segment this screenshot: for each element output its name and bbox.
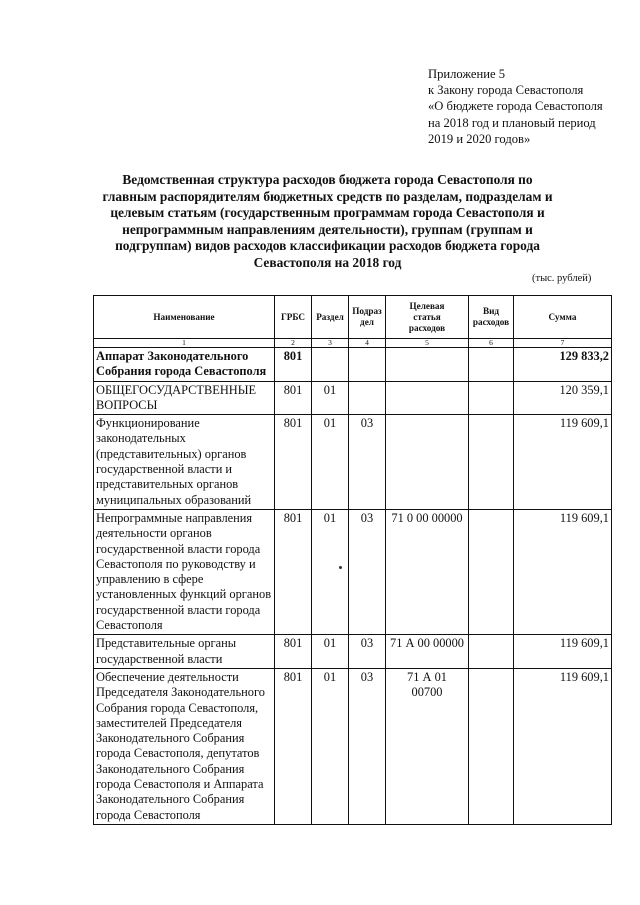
cell-name: ОБЩЕГОСУДАРСТВЕННЫЕ ВОПРОСЫ	[94, 381, 275, 415]
cell-grbs: 801	[275, 348, 312, 382]
title-line: подгруппам) видов расходов классификации расходов бюджета города	[115, 238, 540, 254]
column-number: 5	[386, 339, 469, 348]
title-line: целевым статьям (государственным программам города Севастополя и	[110, 205, 545, 221]
cell-target	[386, 381, 469, 415]
cell-sum: 119 609,1	[514, 509, 612, 634]
cell-target: 71 0 00 00000	[386, 509, 469, 634]
header-target-line: статья	[413, 311, 441, 322]
appendix-line: на 2018 год и плановый период	[428, 115, 596, 130]
cell-name: Представительные органы государственной власти	[94, 635, 275, 669]
cell-sum: 120 359,1	[514, 381, 612, 415]
column-number: 3	[312, 339, 349, 348]
title-line: главным распорядителям бюджетных средств по разделам, подразделам и	[102, 188, 553, 204]
cell-section: 01	[312, 635, 349, 669]
header-subsection-line: дел	[360, 317, 374, 327]
table-row	[94, 381, 612, 415]
cell-type	[469, 509, 514, 634]
budget-table	[93, 295, 612, 825]
header-name: Наименование	[94, 296, 275, 339]
table-row	[94, 509, 612, 634]
cell-type	[469, 381, 514, 415]
title-line: Севастополя на 2018 год	[253, 254, 402, 270]
cell-section: 01	[312, 415, 349, 510]
cell-grbs: 801	[275, 668, 312, 824]
cell-section: 01	[312, 381, 349, 415]
cell-name: Функционирование законодательных (представительных) органов государственной власти и представительных органов муниципальных образований	[94, 415, 275, 510]
cell-target	[386, 348, 469, 382]
header-section: Раздел	[312, 296, 349, 339]
cell-sum: 119 609,1	[514, 415, 612, 510]
appendix-line: 2019 и 2020 годов»	[428, 131, 531, 146]
header-subsection-line: Подраз	[352, 306, 382, 316]
cell-subsection: 03	[349, 509, 386, 634]
table-row	[94, 348, 612, 382]
table-row	[94, 415, 612, 510]
cell-name: Обеспечение деятельности Председателя Законодательного Собрания города Севастополя, заместителей Председателя Законодательного Собрания города Севастополя, депутатов Законодательного Собрания города Севастополя и Аппарата Законодательного Собрания города Севастополя	[94, 668, 275, 824]
cell-target: 71 А 01 00700	[386, 668, 469, 824]
cell-grbs: 801	[275, 381, 312, 415]
title-line: Ведомственная структура расходов бюджета города Севастополя по	[122, 172, 533, 187]
column-number: 7	[514, 339, 612, 348]
header-type	[469, 296, 514, 339]
column-number: 4	[349, 339, 386, 348]
header-subsection	[349, 296, 386, 339]
header-type-line: расходов	[472, 317, 510, 327]
cell-subsection: 03	[349, 668, 386, 824]
cell-subsection	[349, 381, 386, 415]
cell-grbs: 801	[275, 635, 312, 669]
cell-sum: 119 609,1	[514, 635, 612, 669]
cell-subsection: 03	[349, 415, 386, 510]
column-number: 1	[94, 339, 275, 348]
cell-sum: 119 609,1	[514, 668, 612, 824]
cell-section: 01	[312, 668, 349, 824]
header-target-line: Целевая	[409, 300, 445, 311]
cell-section: 01	[312, 509, 349, 634]
cell-type	[469, 668, 514, 824]
units-label: (тыс. рублей)	[532, 273, 592, 284]
column-number: 6	[469, 339, 514, 348]
cell-name: Непрограммные направления деятельности органов государственной власти города Севастополя по руководству и управлению в сфере установленных функций органов государственной власти города Севастополя	[94, 509, 275, 634]
cell-target	[386, 415, 469, 510]
cell-type	[469, 348, 514, 382]
cell-grbs: 801	[275, 415, 312, 510]
title-line: непрограммным направлениям деятельности), группам (группам и	[122, 221, 533, 237]
appendix-line: Приложение 5	[428, 67, 506, 81]
header-row	[94, 296, 612, 339]
cell-target: 71 А 00 00000	[386, 635, 469, 669]
cell-type	[469, 635, 514, 669]
scan-speck	[339, 566, 342, 569]
header-target-line: расходов	[408, 322, 446, 333]
cell-section	[312, 348, 349, 382]
header-target	[386, 296, 469, 339]
table-row	[94, 668, 612, 824]
table-row	[94, 635, 612, 669]
cell-subsection: 03	[349, 635, 386, 669]
appendix-note	[428, 66, 633, 147]
cell-name: Аппарат Законодательного Собрания города Севастополя	[94, 348, 275, 382]
appendix-line: к Закону города Севастополя	[428, 83, 584, 98]
document-title	[80, 172, 575, 272]
cell-subsection	[349, 348, 386, 382]
header-type-line: Вид	[482, 306, 500, 316]
column-number-row	[94, 339, 612, 348]
header-grbs: ГРБС	[275, 296, 312, 339]
cell-type	[469, 415, 514, 510]
header-sum: Сумма	[514, 296, 612, 339]
appendix-line: «О бюджете города Севастополя	[428, 99, 603, 114]
cell-grbs: 801	[275, 509, 312, 634]
cell-sum: 129 833,2	[514, 348, 612, 382]
column-number: 2	[275, 339, 312, 348]
